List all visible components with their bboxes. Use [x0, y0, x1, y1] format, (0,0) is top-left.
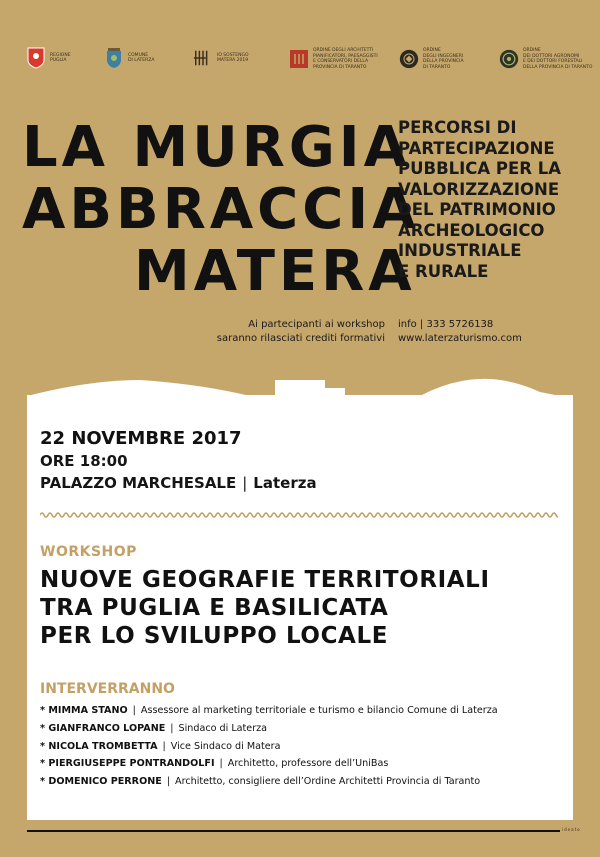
footer-credit: ideato [562, 827, 581, 832]
speaker-item: * GIANFRANCO LOPANE | Sindaco di Laterza [40, 722, 268, 734]
workshop-label: WORKSHOP [40, 544, 137, 560]
title-line-2: ABBRACCIA [22, 177, 420, 242]
logo-ordine-architetti: ORDINE DEGLI ARCHITETTI PIANIFICATORI, PAESAGGISTI E CONSERVATORI DELLA PROVINCIA DI TARANTO [289, 48, 378, 70]
logo-regione-puglia: REGIONE PUGLIA [26, 48, 71, 68]
matera-2019-icon [193, 48, 213, 68]
architects-order-icon [289, 49, 309, 69]
event-venue: PALAZZO MARCHESALE | Laterza [40, 474, 317, 492]
contact-website: www.laterzaturismo.com [398, 332, 522, 344]
logo-ordine-ingegneri: ORDINE DEGLI INGEGNERI DELLA PROVINCIA DI TARANTO [399, 48, 464, 70]
speaker-item: * PIERGIUSEPPE PONTRANDOLFI | Architetto, professore dell’UniBas [40, 758, 389, 770]
speaker-item: * NICOLA TROMBETTA | Vice Sindaco di Matera [40, 740, 281, 752]
bottom-rule [27, 830, 560, 832]
title-line-1: LA MURGIA [22, 115, 411, 180]
credits-note: Ai partecipanti ai workshop saranno rilasciati crediti formativi [216, 319, 385, 344]
logo-matera-2019: IO SOSTENGO MATERA 2019 [193, 48, 249, 68]
logo-row [0, 48, 600, 88]
title-line-3: MATERA [134, 239, 416, 304]
speakers-list [40, 702, 498, 791]
contact-info [398, 318, 522, 345]
event-date: 22 NOVEMBRE 2017 [40, 428, 242, 449]
contact-phone: info | 333 5726138 [398, 319, 494, 330]
laterza-crest-icon [104, 48, 124, 68]
agronomists-order-icon [399, 49, 419, 69]
wave-divider [40, 510, 558, 520]
speaker-item: * DOMENICO PERRONE | Architetto, consigliere dell’Ordine Architetti Provincia di Taranto [40, 776, 481, 788]
workshop-title: NUOVE GEOGRAFIE TERRITORIALI TRA PUGLIA E BASILICATA PER LO SVILUPPO LOCALE [40, 567, 490, 649]
puglia-region-icon [26, 48, 46, 68]
subtitle: PERCORSI DI PARTECIPAZIONE PUBBLICA PER LA VALORIZZAZIONE DEL PATRIMONIO ARCHEOLOGICO INDUSTRIALE E RURALE [398, 118, 562, 281]
forestry-order-icon [499, 49, 519, 69]
speaker-item: * MIMMA STANO | Assessore al marketing territoriale e turismo e bilancio Comune di Laterza [40, 705, 498, 716]
event-time: ORE 18:00 [40, 452, 128, 470]
logo-ordine-agronomi: ORDINE DEI DOTTORI AGRONOMI E DEI DOTTORI FORESTALI DELLA PROVINCIA DI TARANTO [499, 48, 592, 70]
logo-comune-laterza: COMUNE DI LATERZA [104, 48, 154, 68]
speakers-label: INTERVERRANNO [40, 681, 175, 697]
